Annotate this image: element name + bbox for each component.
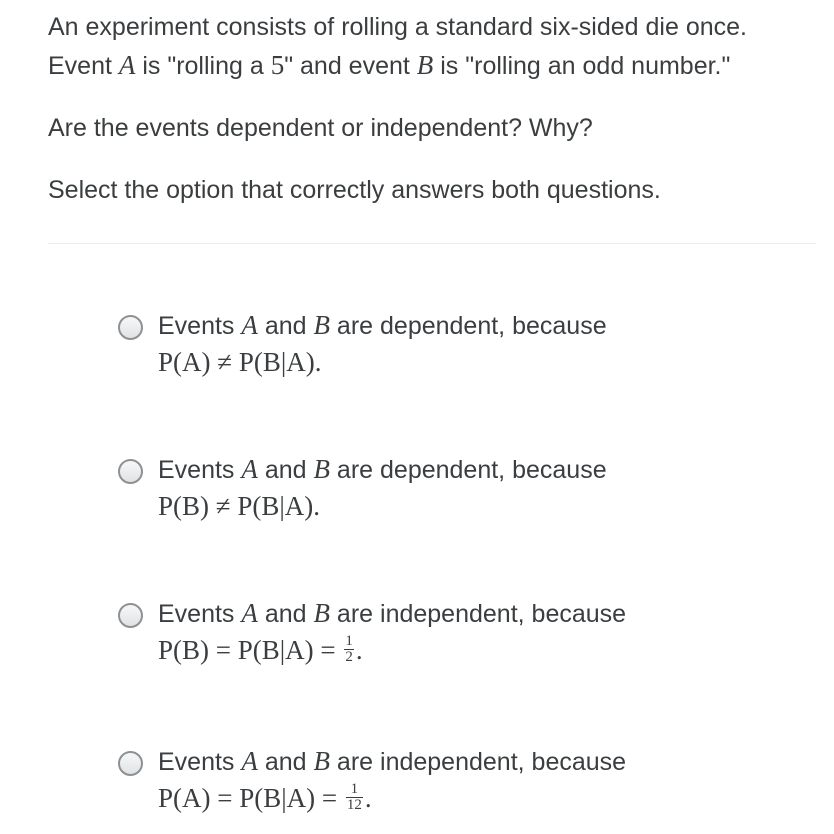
question-ask: Are the events dependent or independent? Why? <box>48 114 593 142</box>
number-five: 5 <box>270 50 285 80</box>
option-1-formula: P(A) ≠ P(B|A). <box>158 347 322 377</box>
question-line-2: Event A is "rolling a 5" and event B is "rolling an odd number." <box>48 50 731 80</box>
option-3-formula: P(B) = P(B|A) = $\frac{1}{2}$ . <box>158 633 363 666</box>
fraction-one-half: $\frac{1}{2}$ <box>345 633 353 666</box>
option-3-text: Events A and B are independent, because <box>158 598 627 628</box>
option-4-text: Events A and B are independent, because <box>158 746 627 776</box>
radio-button-3[interactable] <box>118 603 143 628</box>
event-b-symbol: B <box>416 50 434 80</box>
question-text <box>48 8 818 209</box>
question-instruction: Select the option that correctly answers both questions. <box>48 176 661 204</box>
option-1-text: Events A and B are dependent, because <box>158 310 607 340</box>
radio-button-4[interactable] <box>118 751 143 776</box>
option-2-formula: P(B) ≠ P(B|A). <box>158 491 320 521</box>
divider <box>48 243 816 244</box>
event-a-symbol: A <box>118 50 136 80</box>
option-2-text: Events A and B are dependent, because <box>158 454 607 484</box>
radio-button-1[interactable] <box>118 315 143 340</box>
option-4-formula: P(A) = P(B|A) = $\frac{1}{12}$ . <box>158 781 372 814</box>
question-line-1: An experiment consists of rolling a standard six-sided die once. <box>48 13 747 41</box>
fraction-one-twelfth: $\frac{1}{12}$ <box>346 781 362 814</box>
radio-button-2[interactable] <box>118 459 143 484</box>
